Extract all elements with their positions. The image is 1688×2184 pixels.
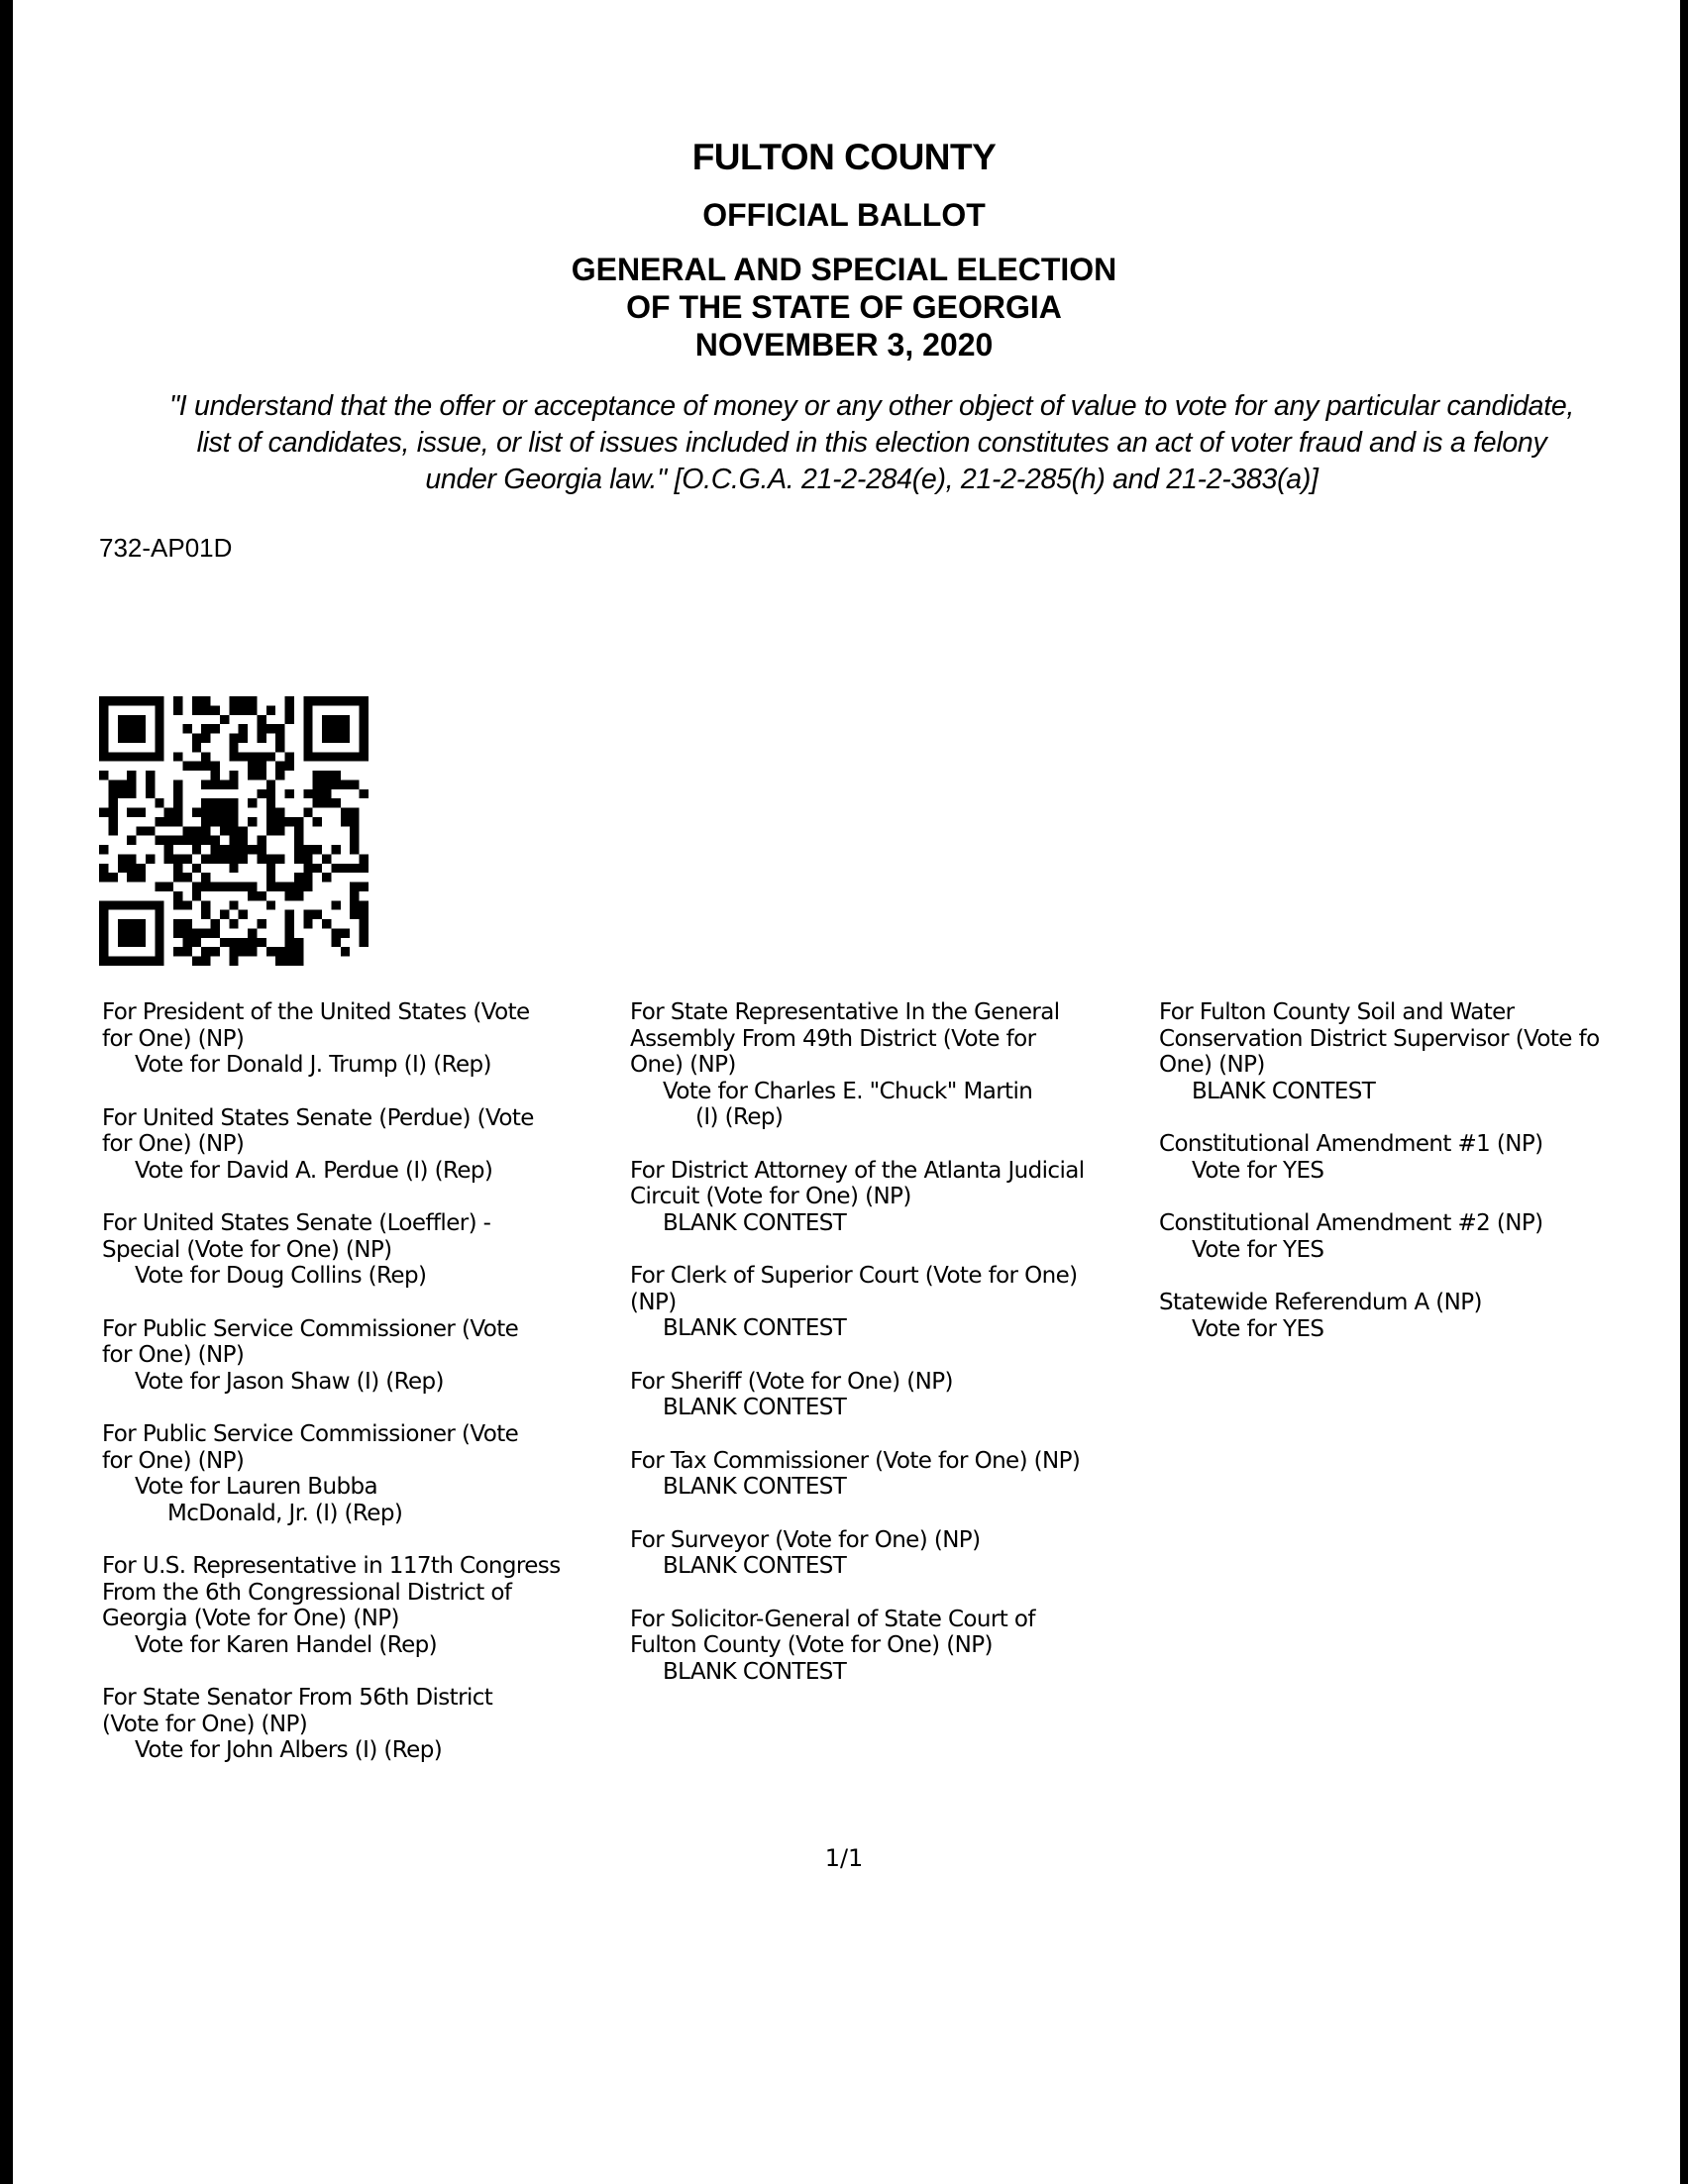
contest-title-line: Assembly From 49th District (Vote for (630, 1025, 1036, 1052)
vote-selection: BLANK CONTEST (663, 1553, 847, 1579)
contest-title-line: For President of the United States (Vote (102, 999, 530, 1025)
oath-line-3: under Georgia law." [O.C.G.A. 21-2-284(e), 21-2-285(h) and 21-2-383(a)] (425, 464, 1319, 495)
contest-title-line: For Public Service Commissioner (Vote (102, 1421, 519, 1447)
election-line-1: GENERAL AND SPECIAL ELECTION (571, 252, 1117, 287)
contest-title-line: For Fulton County Soil and Water (1159, 999, 1515, 1025)
contest-block (630, 1263, 1155, 1342)
contest-title-line: For District Attorney of the Atlanta Judicial (630, 1157, 1085, 1184)
contest-title-line: for One) (NP) (102, 1025, 245, 1052)
election-line-2: OF THE STATE OF GEORGIA (626, 289, 1062, 325)
contest-block (1159, 1131, 1684, 1184)
contest-title-line: For Solicitor-General of State Court of (630, 1606, 1035, 1632)
contest-block (1159, 999, 1684, 1104)
contest-title-line: From the 6th Congressional District of (102, 1579, 512, 1606)
contest-block (102, 1685, 622, 1764)
contest-title-line: One) (NP) (1159, 1052, 1265, 1078)
election-title (0, 251, 1688, 364)
page-number: 1/1 (824, 1844, 864, 1872)
vote-selection: BLANK CONTEST (663, 1658, 847, 1685)
vote-selection: BLANK CONTEST (663, 1474, 847, 1500)
contest-block (630, 1369, 1155, 1421)
contest-block (102, 1105, 622, 1185)
contest-block (1159, 1290, 1684, 1342)
contest-title-line: For United States Senate (Loeffler) - (102, 1210, 491, 1236)
voter-fraud-oath (94, 388, 1649, 498)
contest-title-line: for One) (NP) (102, 1447, 245, 1474)
vote-selection-continued: McDonald, Jr. (I) (Rep) (167, 1500, 403, 1526)
vote-selection: Vote for Doug Collins (Rep) (135, 1263, 427, 1289)
vote-selection: Vote for John Albers (I) (Rep) (135, 1737, 443, 1763)
contest-block (630, 1607, 1155, 1686)
contest-block (102, 1553, 622, 1658)
vote-selection-continued: (I) (Rep) (695, 1104, 784, 1130)
contest-title-line: (Vote for One) (NP) (102, 1711, 308, 1737)
vote-selection: BLANK CONTEST (1192, 1078, 1376, 1104)
contest-title-line: For U.S. Representative in 117th Congress (102, 1553, 561, 1579)
vote-selection: Vote for David A. Perdue (I) (Rep) (135, 1157, 493, 1184)
contest-block (102, 999, 622, 1079)
contest-title-line: Statewide Referendum A (NP) (1159, 1290, 1482, 1315)
vote-selection: BLANK CONTEST (663, 1395, 847, 1420)
vote-selection: Vote for Karen Handel (Rep) (135, 1631, 438, 1658)
contest-block (630, 1448, 1155, 1501)
contest-title-line: For Tax Commissioner (Vote for One) (NP) (630, 1447, 1081, 1474)
vote-selection: Vote for Lauren Bubba (135, 1474, 377, 1500)
election-date: NOVEMBER 3, 2020 (694, 327, 994, 363)
contest-title-line: For Surveyor (Vote for One) (NP) (630, 1526, 981, 1553)
vote-selection: Vote for Donald J. Trump (I) (Rep) (135, 1052, 491, 1078)
contest-title-line: For Sheriff (Vote for One) (NP) (630, 1368, 953, 1395)
contest-title-line: for One) (NP) (102, 1131, 245, 1157)
contest-title-line: Conservation District Supervisor (Vote fo (1159, 1025, 1600, 1052)
contest-column-1 (102, 999, 622, 1791)
contest-title-line: Georgia (Vote for One) (NP) (102, 1606, 399, 1631)
contest-block (1159, 1210, 1684, 1263)
contest-column-3 (1159, 999, 1684, 1369)
contest-block (102, 1421, 622, 1526)
ballot-title: OFFICIAL BALLOT (702, 197, 986, 233)
contest-title-line: One) (NP) (630, 1052, 736, 1078)
contest-title-line: Special (Vote for One) (NP) (102, 1236, 392, 1263)
contest-title-line: Constitutional Amendment #1 (NP) (1159, 1131, 1543, 1157)
contest-title-line: For Clerk of Superior Court (Vote for One) (630, 1263, 1078, 1289)
county-title: FULTON COUNTY (691, 137, 997, 177)
contest-title-line: For United States Senate (Perdue) (Vote (102, 1104, 534, 1131)
contest-title-line: for One) (NP) (102, 1342, 245, 1368)
contest-block (630, 999, 1155, 1131)
contest-title-line: For State Representative In the General (630, 999, 1060, 1025)
qr-code (99, 696, 369, 966)
contest-column-2 (630, 999, 1155, 1712)
contest-block (630, 1158, 1155, 1237)
contest-block (102, 1316, 622, 1396)
contest-title-line: Circuit (Vote for One) (NP) (630, 1184, 911, 1209)
ballot-style-id: 732-AP01D (99, 533, 233, 563)
contest-title-line: Fulton County (Vote for One) (NP) (630, 1632, 993, 1658)
oath-line-1: "I understand that the offer or acceptance of money or any other object of value to vote for any particular candidate, (168, 390, 1574, 422)
vote-selection: BLANK CONTEST (663, 1209, 847, 1236)
vote-selection: Vote for YES (1192, 1315, 1324, 1342)
contest-title-line: For State Senator From 56th District (102, 1685, 493, 1711)
vote-selection: Vote for YES (1192, 1236, 1324, 1263)
vote-selection: Vote for YES (1192, 1157, 1324, 1184)
vote-selection: Vote for Charles E. "Chuck" Martin (663, 1078, 1033, 1104)
contest-title-line: Constitutional Amendment #2 (NP) (1159, 1210, 1543, 1236)
contest-block (102, 1210, 622, 1290)
oath-line-2: list of candidates, issue, or list of issues included in this election constitutes an act of voter fraud and is a felony (196, 427, 1547, 459)
vote-selection: Vote for Jason Shaw (I) (Rep) (135, 1368, 444, 1395)
contest-title-line: (NP) (630, 1289, 677, 1315)
contest-title-line: For Public Service Commissioner (Vote (102, 1315, 519, 1342)
vote-selection: BLANK CONTEST (663, 1315, 847, 1341)
contest-block (630, 1527, 1155, 1580)
